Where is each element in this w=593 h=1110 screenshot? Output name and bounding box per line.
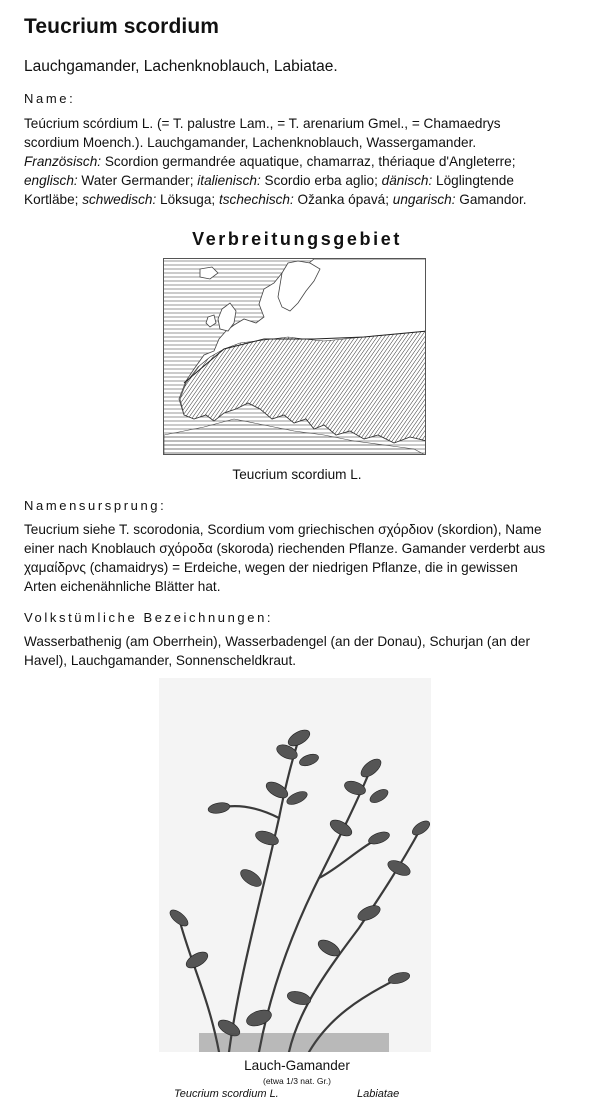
hungarian-label: ungarisch: (392, 192, 456, 207)
czech-label: tschechisch: (218, 192, 294, 207)
page-subtitle: Lauchgamander, Lachenknoblauch, Labiatae. (24, 58, 338, 75)
map-caption: Teucrium scordium L. (232, 467, 362, 482)
czech-text: Ožanka ópavá; (293, 192, 393, 207)
distribution-map (163, 258, 426, 455)
name-heading: Name: (24, 91, 76, 106)
name-line-4 (24, 171, 570, 190)
photo-caption: Lauch-Gamander (244, 1058, 350, 1073)
hungarian-text: Gamandor. (455, 192, 527, 207)
french-text: Scordion germandrée aquatique, chamarraz, thériaque d'Angleterre; (101, 154, 516, 169)
english-label: englisch: (24, 173, 78, 188)
folk-names-paragraph (24, 632, 570, 670)
english-text: Water Germander; (77, 173, 198, 188)
origin-paragraph (24, 520, 570, 596)
name-line-2: scordium Moench.). Lauchgamander, Lachenknoblauch, Wassergamander. (24, 135, 477, 150)
name-line-5 (24, 190, 570, 209)
swedish-text: Löksuga; (156, 192, 219, 207)
french-label: Französisch: (24, 154, 102, 169)
folk-line-1: Wasserbathenig (am Oberrhein), Wasserbadengel (an der Donau), Schurjan (an der (24, 634, 530, 649)
danish-label: dänisch: (381, 173, 433, 188)
photo-species-label: Teucrium scordium L. (174, 1088, 279, 1100)
folk-names-heading: Volkstümliche Bezeichnungen: (24, 610, 274, 625)
origin-line-3: χαμαίδρνς (chamaidrys) = Erdeiche, wegen der niedrigen Pflanze, die in gewissen (24, 560, 518, 575)
origin-line-2: einer nach Knoblauch σχόροδα (skoroda) riechenden Pflanze. Gamander verderbt aus (24, 541, 546, 556)
plant-photo (159, 678, 431, 1052)
italian-text: Scordio erba aglio; (260, 173, 382, 188)
origin-heading: Namensursprung: (24, 498, 167, 513)
origin-line-4: Arten eichenähnliche Blätter hat. (24, 579, 221, 594)
page-title: Teucrium scordium (24, 15, 220, 38)
photo-family-label: Labiatae (357, 1088, 400, 1100)
name-line-1: Teúcrium scórdium L. (= T. palustre Lam., = T. arenarium Gmel., = Chamaedrys (24, 116, 501, 131)
danish-text: Löglingtende (432, 173, 514, 188)
folk-line-2: Havel), Lauchgamander, Sonnenscheldkraut. (24, 653, 297, 668)
photo-scale: (etwa 1/3 nat. Gr.) (262, 1076, 332, 1086)
name-paragraph (24, 114, 570, 209)
map-title: Verbreitungsgebiet (192, 229, 402, 249)
swedish-label: schwedisch: (82, 192, 157, 207)
name-line-3 (24, 152, 570, 171)
italian-label: italienisch: (197, 173, 261, 188)
danish-text-2: Kortläbe; (24, 192, 83, 207)
origin-line-1: Teucrium siehe T. scorodonia, Scordium vom griechischen σχόρδιον (skordion), Name (24, 522, 542, 537)
europe-map-image (164, 259, 426, 455)
plant-illustration (159, 678, 431, 1052)
